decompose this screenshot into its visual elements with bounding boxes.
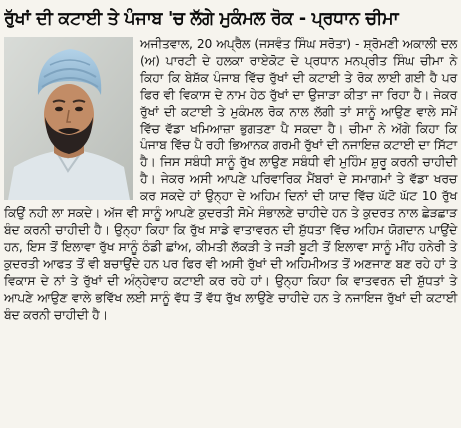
portrait-photo [4, 37, 133, 200]
article-body: ਅਜੀਤਵਾਲ, 20 ਅਪ੍ਰੈਲ (ਜਸਵੰਤ ਸਿੰਘ ਸਰੋਤਾ) - ਸ਼੍ਰੋਮਣੀ ਅਕਾਲੀ ਦਲ (ਅ) ਪਾਰਟੀ ਦੇ ਹਲਕਾ ਰਾਏਕੋਟ ਦੇ ਪ੍ਰਧਾਨ ਮਨਪ੍ਰੀਤ ਸਿੰਘ ਚੀਮਾ ਨੇ ਕਿਹਾ ਕਿ ਬੇਸ਼ੱਕ ਪੰਜਾਬ ਵਿੱਚ ਰੁੱਖਾਂ ਦੀ ਕਟਾਈ ਤੇ ਰੋਕ ਲਾਈ ਗਈ ਹੈ ਪਰ ਫਿਰ ਵੀ ਵਿਕਾਸ ਦੇ ਨਾਮ ਹੇਠ ਰੁੱਖਾਂ ਦਾ ਉਜਾੜਾ ਕੀਤਾ ਜਾ ਰਿਹਾ ਹੈ। ਜੇਕਰ ਰੁੱਖਾਂ ਦੀ ਕਟਾਈ ਤੇ ਮੁਕੰਮਲ ਰੋਕ ਨਾਲ ਲੱਗੀ ਤਾਂ ਸਾਨੂੰ ਆਉਣ ਵਾਲੇ ਸਮੇਂ ਵਿੱਚ ਵੱਡਾ ਖਮਿਆਜ਼ਾ ਭੁਗਤਣਾ ਪੈ ਸਕਦਾ ਹੈ। ਚੀਮਾ ਨੇ ਅੱਗੇ ਕਿਹਾ ਕਿ ਪੰਜਾਬ ਵਿੱਚ ਪੈ ਰਹੀ ਭਿਆਨਕ ਗਰਮੀ ਰੁੱਖਾਂ ਦੀ ਨਜਾਇਜ਼ ਕਟਾਈ ਦਾ ਸਿੱਟਾ ਹੈ। ਜਿਸ ਸਬੰਧੀ ਸਾਨੂੰ ਰੁੱਖ ਲਾਉਣ ਸਬੰਧੀ ਵੀ ਮੁਹਿੰਮ ਸ਼ੁਰੂ ਕਰਨੀ ਚਾਹੀਦੀ ਹੈ। ਜੇਕਰ ਅਸੀ ਆਪਣੇ ਪਰਿਵਾਰਿਕ ਮੈਂਬਰਾਂ ਦੇ ਸਮਾਗਮਾਂ ਤੇ ਵੱਡਾ ਖਰਚ ਕਰ ਸਕਦੇ ਹਾਂ ਉਨ੍ਹਾ ਦੇ ਅਹਿਮ ਦਿਨਾਂ ਦੀ ਯਾਦ ਵਿੱਚ ਘੱਟੋ ਘੱਟ 10 ਰੁੱਖ ਕਿਉਂ ਨਹੀ ਲਾ ਸਕਦੇ। ਅੱਜ ਵੀ ਸਾਨੂੰ ਆਪਣੇ ਕੁਦਰਤੀ ਸੋਮੇ ਸੰਭਾਲਣੇ ਚਾਹੀਦੇ ਹਨ ਤੇ ਕੁਦਰਤ ਨਾਲ ਛੇੜਛਾੜ ਬੰਦ ਕਰਨੀ ਚਾਹੀਦੀ ਹੈ। ਉਨ੍ਹਾ ਕਿਹਾ ਕਿ ਰੁੱਖ ਸਾਡੇ ਵਾਤਾਵਰਨ ਦੀ ਸ਼ੁੱਧਤਾ ਵਿੱਚ ਅਹਿਮ ਯੋਗਦਾਨ ਪਾਉਂਦੇ ਹਨ, ਇਸ ਤੋਂ ਇਲਾਵਾ ਰੁੱਖ ਸਾਨੂੰ ਠੰਡੀ ਛਾਂਅ, ਕੀਮਤੀ ਲੱਕੜੀ ਤੇ ਜੜੀ ਬੂਟੀ ਤੋਂ ਇਲਾਵਾ ਸਾਨੂੰ ਮੀਂਹ ਹਨੇਰੀ ਤੇ ਕੁਦਰਤੀ ਆਫਤ ਤੋਂ ਵੀ ਬਚਾਉਂਦੇ ਹਨ ਪਰ ਫਿਰ ਵੀ ਅਸੀ ਰੁੱਖਾਂ ਦੀ ਅਹਿਮੀਅਤ ਤੋਂ ਅਣਜਾਣ ਬਣ ਰਹੇ ਹਾਂ ਤੇ ਵਿਕਾਸ ਦੇ ਨਾਂ ਤੇ ਰੁੱਖਾਂ ਦੀ ਅੰਨ੍ਹੇਵਾਹ ਕਟਾਈ ਕਰ ਰਹੇ ਹਾਂ। ਉਨ੍ਹਾ ਕਿਹਾ ਕਿ ਵਾਤਵਰਨ ਦੀ ਸ਼ੁੱਧਤਾਂ ਤੇ ਆਪਣੇ ਆਉਣ ਵਾਲੇ ਭਵਿੱਖ ਲਈ ਸਾਨੂੰ ਵੱਧ ਤੋਂ ਵੱਧ ਰੁੱਖ ਲਾਉਣੇ ਚਾਹੀਦੇ ਹਨ ਤੇ ਨਜਾਇਜ ਰੁੱਖਾਂ ਦੀ ਕਟਾਈ ਬੰਦ ਕਰਨੀ ਚਾਹੀਦੀ ਹੈ। [4, 37, 457, 322]
portrait-photo-icon [4, 37, 133, 200]
article-headline: ਰੁੱਖਾਂ ਦੀ ਕਟਾਈ ਤੇ ਪੰਜਾਬ 'ਚ ਲੱਗੇ ਮੁਕੰਮਲ ਰੋਕ - ਪ੍ਰਧਾਨ ਚੀਮਾ [4, 9, 399, 29]
